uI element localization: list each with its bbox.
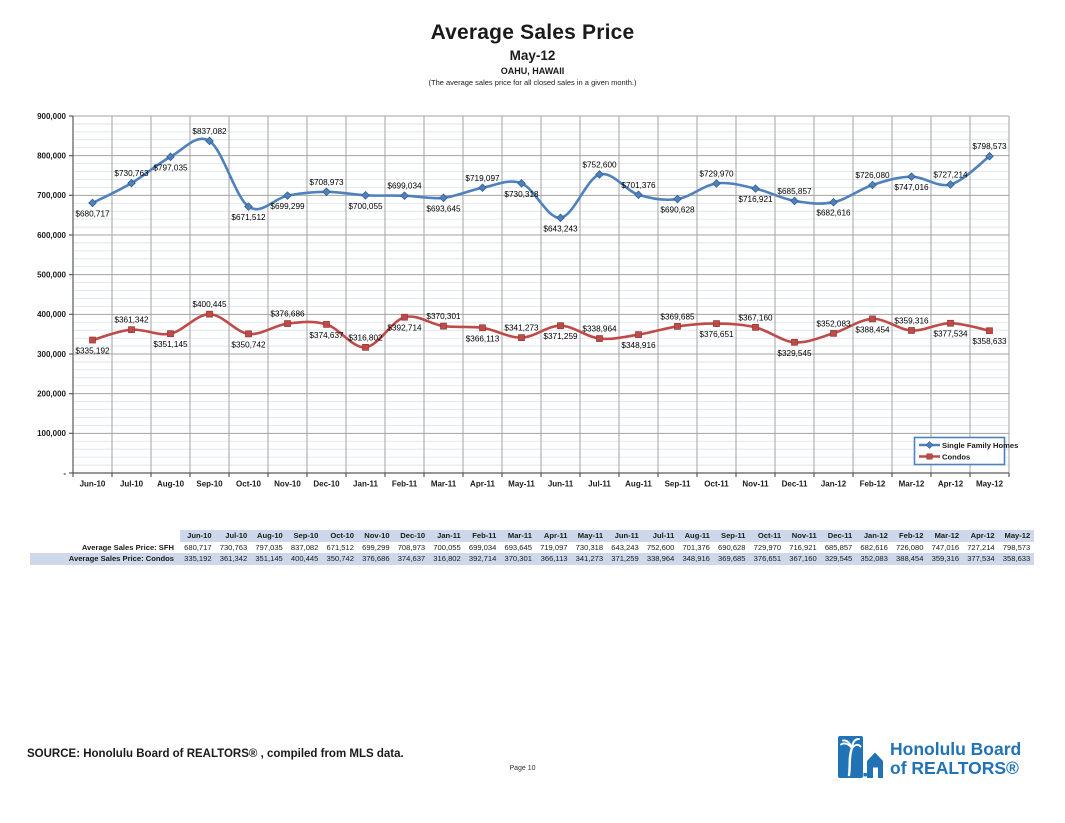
monthly-data-table bbox=[30, 530, 1034, 565]
x-tick-label: Nov-10 bbox=[274, 479, 301, 489]
condos-value-cell: 338,964 bbox=[643, 553, 679, 565]
legend-label: Condos bbox=[942, 452, 971, 462]
y-tick-label: 300,000 bbox=[37, 349, 66, 359]
month-header-cell: Aug-11 bbox=[678, 530, 714, 542]
condos-marker bbox=[441, 323, 447, 329]
sfh-data-label: $726,080 bbox=[855, 170, 890, 180]
x-tick-label: Nov-11 bbox=[742, 479, 769, 489]
legend bbox=[915, 438, 1019, 465]
condos-data-label: $377,534 bbox=[933, 329, 968, 339]
sfh-value-cell: 716,921 bbox=[785, 542, 821, 554]
condos-marker bbox=[285, 321, 291, 327]
condos-data-label: $350,742 bbox=[231, 340, 266, 350]
sfh-value-cell: 693,645 bbox=[500, 542, 536, 554]
y-tick-label: 900,000 bbox=[37, 111, 66, 121]
x-tick-label: Aug-10 bbox=[156, 479, 185, 489]
condos-data-label: $358,633 bbox=[972, 337, 1007, 347]
x-tick-label: Sep-11 bbox=[664, 479, 691, 489]
sfh-value-cell: 699,299 bbox=[358, 542, 394, 554]
condos-marker bbox=[324, 321, 330, 327]
condos-data-label: $400,445 bbox=[192, 300, 227, 310]
sfh-marker bbox=[713, 180, 721, 188]
month-header-cell: Jul-10 bbox=[216, 530, 252, 542]
price-line-chart bbox=[0, 95, 1065, 495]
condos-value-cell: 400,445 bbox=[287, 553, 323, 565]
monthly-data-table-wrap bbox=[30, 530, 1034, 565]
condos-data-label: $352,083 bbox=[816, 319, 851, 329]
x-tick-label: Jul-11 bbox=[588, 479, 611, 489]
month-header-cell: Sep-11 bbox=[714, 530, 750, 542]
month-header-cell: Dec-10 bbox=[394, 530, 430, 542]
month-header-cell: Jul-11 bbox=[643, 530, 679, 542]
x-tick-label: Apr-12 bbox=[937, 479, 964, 489]
sfh-marker bbox=[284, 192, 292, 200]
x-tick-label: Mar-11 bbox=[430, 479, 457, 489]
x-tick-label: Aug-11 bbox=[625, 479, 652, 489]
sfh-marker bbox=[362, 192, 370, 200]
sfh-data-label: $671,512 bbox=[231, 213, 266, 223]
condos-value-cell: 329,545 bbox=[821, 553, 857, 565]
condos-marker bbox=[831, 330, 837, 336]
x-tick-label: Mar-12 bbox=[898, 479, 925, 489]
sfh-value-cell: 680,717 bbox=[180, 542, 216, 554]
x-tick-label: Dec-11 bbox=[781, 479, 808, 489]
sfh-data-label: $752,600 bbox=[582, 160, 617, 170]
sfh-data-label: $730,318 bbox=[504, 189, 539, 199]
condos-value-cell: 350,742 bbox=[322, 553, 358, 565]
condos-marker bbox=[909, 327, 915, 333]
house-icon bbox=[864, 753, 884, 779]
sfh-marker bbox=[557, 214, 565, 222]
sfh-data-label: $680,717 bbox=[75, 209, 110, 219]
x-tick-label: Apr-11 bbox=[470, 479, 495, 489]
sfh-data-label: $730,763 bbox=[114, 169, 149, 179]
x-tick-label: Jul-10 bbox=[119, 479, 144, 489]
condos-data-label: $329,545 bbox=[777, 348, 812, 358]
month-header-cell: Oct-11 bbox=[750, 530, 786, 542]
honolulu-board-logo bbox=[836, 731, 1021, 783]
sfh-value-cell: 685,857 bbox=[821, 542, 857, 554]
sfh-data-label: $797,035 bbox=[153, 163, 188, 173]
sfh-data-label: $747,016 bbox=[894, 183, 929, 193]
condos-marker bbox=[129, 327, 135, 333]
condos-marker bbox=[987, 328, 993, 334]
condos-marker bbox=[636, 332, 642, 338]
sfh-data-label: $729,970 bbox=[699, 169, 734, 179]
source-note: SOURCE: Honolulu Board of REALTORS® , compiled from MLS data. bbox=[27, 748, 404, 760]
sfh-value-cell: 643,243 bbox=[607, 542, 643, 554]
condos-data-label: $376,686 bbox=[270, 309, 305, 319]
sfh-data-label: $708,973 bbox=[309, 177, 344, 187]
month-header-cell: Jan-11 bbox=[429, 530, 465, 542]
month-header-cell: Jan-12 bbox=[856, 530, 892, 542]
chart-description: (The average sales price for all closed sales in a given month.) bbox=[428, 78, 637, 87]
sfh-value-cell: 747,016 bbox=[927, 542, 963, 554]
sfh-data-label: $837,082 bbox=[192, 126, 227, 136]
condos-value-cell: 376,651 bbox=[750, 553, 786, 565]
chart-location: OAHU, HAWAII bbox=[500, 66, 565, 76]
sfh-value-cell: 727,214 bbox=[963, 542, 999, 554]
month-header-cell: Nov-10 bbox=[358, 530, 394, 542]
sfh-data-label: $685,857 bbox=[777, 186, 812, 196]
condos-marker bbox=[168, 331, 174, 337]
condos-data-label: $388,454 bbox=[855, 325, 890, 335]
condos-marker bbox=[402, 314, 408, 320]
sfh-data-label: $716,921 bbox=[738, 195, 773, 205]
condos-marker bbox=[90, 337, 96, 343]
report-header bbox=[0, 21, 1065, 87]
sfh-data-label: $719,097 bbox=[465, 173, 500, 183]
chart-subtitle: May-12 bbox=[509, 48, 556, 63]
condos-marker bbox=[480, 325, 486, 331]
condos-value-cell: 341,273 bbox=[572, 553, 608, 565]
condos-value-cell: 388,454 bbox=[892, 553, 928, 565]
condos-value-cell: 367,160 bbox=[785, 553, 821, 565]
row-label-cell: Average Sales Price: SFH bbox=[30, 542, 180, 554]
condos-value-cell: 361,342 bbox=[216, 553, 252, 565]
x-tick-label: May-12 bbox=[975, 479, 1004, 489]
sfh-data-label: $693,645 bbox=[426, 204, 461, 214]
sfh-value-cell: 682,616 bbox=[856, 542, 892, 554]
condos-value-cell: 359,316 bbox=[927, 553, 963, 565]
x-tick-label: Dec-10 bbox=[313, 479, 340, 489]
sfh-value-cell: 798,573 bbox=[999, 542, 1035, 554]
condos-data-label: $348,916 bbox=[621, 341, 656, 351]
condos-marker bbox=[246, 331, 252, 337]
sfh-marker bbox=[479, 184, 487, 192]
sfh-value-cell: 730,318 bbox=[572, 542, 608, 554]
table-header-row bbox=[30, 530, 1034, 542]
condos-data-label: $367,160 bbox=[738, 313, 773, 323]
sfh-data-label: $701,376 bbox=[621, 180, 656, 190]
y-tick-label: 400,000 bbox=[37, 310, 66, 320]
condos-data-label: $361,342 bbox=[114, 315, 149, 325]
x-tick-label: Oct-10 bbox=[236, 479, 261, 489]
condos-data-label: $376,651 bbox=[699, 330, 734, 340]
condos-data-label: $341,273 bbox=[504, 323, 539, 333]
legend-label: Single Family Homes bbox=[942, 440, 1019, 450]
sfh-marker bbox=[323, 188, 331, 196]
sfh-value-cell: 708,973 bbox=[394, 542, 430, 554]
condos-marker bbox=[870, 316, 876, 322]
sfh-marker bbox=[401, 192, 409, 200]
sfh-value-cell: 837,082 bbox=[287, 542, 323, 554]
condos-value-cell: 376,686 bbox=[358, 553, 394, 565]
sfh-marker bbox=[830, 198, 838, 206]
month-header-cell: Feb-11 bbox=[465, 530, 501, 542]
sfh-value-cell: 726,080 bbox=[892, 542, 928, 554]
sfh-value-cell: 730,763 bbox=[216, 542, 252, 554]
condos-data-label: $335,192 bbox=[75, 346, 110, 356]
condos-marker bbox=[597, 336, 603, 342]
table-corner-cell bbox=[30, 530, 180, 542]
sfh-marker bbox=[674, 195, 682, 203]
condos-data-label: $359,316 bbox=[894, 316, 929, 326]
condos-value-cell: 316,802 bbox=[429, 553, 465, 565]
sfh-data-label: $699,034 bbox=[387, 181, 422, 191]
sfh-data-label: $699,299 bbox=[270, 202, 305, 212]
condos-data-label: $392,714 bbox=[387, 323, 422, 333]
condos-marker bbox=[948, 320, 954, 326]
condos-data-label: $374,637 bbox=[309, 330, 344, 340]
y-tick-label: 600,000 bbox=[37, 230, 66, 240]
condos-data-label: $316,802 bbox=[348, 333, 383, 343]
condos-marker bbox=[558, 323, 564, 329]
condos-value-cell: 370,301 bbox=[500, 553, 536, 565]
sfh-value-cell: 719,097 bbox=[536, 542, 572, 554]
y-tick-label: - bbox=[63, 468, 66, 478]
logo-text-line2: of REALTORS® bbox=[890, 758, 1019, 778]
condos-data-label: $351,145 bbox=[153, 340, 188, 350]
condos-marker bbox=[675, 323, 681, 329]
sfh-value-cell: 700,055 bbox=[429, 542, 465, 554]
month-header-cell: Apr-11 bbox=[536, 530, 572, 542]
month-header-cell: Feb-12 bbox=[892, 530, 928, 542]
sfh-data-label: $700,055 bbox=[348, 201, 383, 211]
condos-data-label: $371,259 bbox=[543, 332, 578, 342]
month-header-cell: Mar-11 bbox=[500, 530, 536, 542]
sfh-marker bbox=[635, 191, 643, 199]
y-tick-label: 100,000 bbox=[37, 429, 66, 439]
condos-value-cell: 369,685 bbox=[714, 553, 750, 565]
month-header-cell: May-11 bbox=[572, 530, 608, 542]
condos-value-cell: 374,637 bbox=[394, 553, 430, 565]
x-tick-label: May-11 bbox=[508, 479, 535, 489]
condos-marker bbox=[714, 321, 720, 327]
y-axis-labels bbox=[37, 112, 66, 478]
month-header-cell: Apr-12 bbox=[963, 530, 999, 542]
x-tick-label: Feb-12 bbox=[859, 479, 886, 489]
month-header-cell: Mar-12 bbox=[927, 530, 963, 542]
condos-marker bbox=[363, 344, 369, 350]
sfh-value-cell: 729,970 bbox=[750, 542, 786, 554]
month-header-cell: Aug-10 bbox=[251, 530, 287, 542]
x-tick-label: Jan-12 bbox=[820, 479, 847, 489]
y-tick-label: 800,000 bbox=[37, 151, 66, 161]
condos-marker bbox=[207, 311, 213, 317]
sfh-table-row bbox=[30, 542, 1034, 554]
condos-marker bbox=[792, 339, 798, 345]
month-header-cell: Jun-11 bbox=[607, 530, 643, 542]
condos-marker bbox=[753, 324, 759, 330]
condos-value-cell: 348,916 bbox=[678, 553, 714, 565]
sfh-value-cell: 699,034 bbox=[465, 542, 501, 554]
x-tick-label: Oct-11 bbox=[704, 479, 729, 489]
x-tick-label: Jan-11 bbox=[353, 479, 378, 489]
condos-value-cell: 366,113 bbox=[536, 553, 572, 565]
sfh-value-cell: 701,376 bbox=[678, 542, 714, 554]
condos-value-cell: 392,714 bbox=[465, 553, 501, 565]
condos-table-row bbox=[30, 553, 1034, 565]
condos-value-cell: 335,192 bbox=[180, 553, 216, 565]
x-tick-label: Jun-11 bbox=[547, 479, 574, 489]
chart-title: Average Sales Price bbox=[430, 21, 635, 44]
x-tick-label: Sep-10 bbox=[196, 479, 223, 489]
month-header-cell: Jun-10 bbox=[180, 530, 216, 542]
x-tick-label: Jun-10 bbox=[79, 479, 106, 489]
month-header-cell: Dec-11 bbox=[821, 530, 857, 542]
sfh-data-label: $643,243 bbox=[543, 224, 578, 234]
sfh-data-label: $682,616 bbox=[816, 208, 851, 218]
condos-value-cell: 358,633 bbox=[999, 553, 1035, 565]
page-number: Page 10 bbox=[509, 765, 536, 772]
y-tick-label: 700,000 bbox=[37, 191, 66, 201]
vertical-gridlines bbox=[112, 116, 1009, 473]
condos-value-cell: 352,083 bbox=[856, 553, 892, 565]
y-tick-label: 200,000 bbox=[37, 389, 66, 399]
sfh-value-cell: 752,600 bbox=[643, 542, 679, 554]
logo-mark bbox=[838, 736, 883, 778]
x-tick-label: Feb-11 bbox=[391, 479, 418, 489]
row-label-cell: Average Sales Price: Condos bbox=[30, 553, 180, 565]
sfh-marker bbox=[752, 185, 760, 193]
sfh-data-label: $690,628 bbox=[660, 205, 695, 215]
logo-text-line1: Honolulu Board bbox=[890, 739, 1021, 759]
sfh-value-cell: 797,035 bbox=[251, 542, 287, 554]
month-header-cell: Sep-10 bbox=[287, 530, 323, 542]
y-tick-label: 500,000 bbox=[37, 270, 66, 280]
condos-value-cell: 371,259 bbox=[607, 553, 643, 565]
condos-data-label: $338,964 bbox=[582, 324, 617, 334]
condos-data-label: $370,301 bbox=[426, 312, 461, 322]
sfh-data-label: $727,214 bbox=[933, 170, 968, 180]
condos-data-label: $369,685 bbox=[660, 312, 695, 322]
x-axis-labels bbox=[80, 480, 1004, 489]
condos-data-label: $366,113 bbox=[465, 334, 500, 344]
sfh-data-label: $798,573 bbox=[972, 142, 1007, 152]
month-header-cell: Oct-10 bbox=[322, 530, 358, 542]
sfh-value-cell: 671,512 bbox=[322, 542, 358, 554]
month-header-cell: Nov-11 bbox=[785, 530, 821, 542]
condos-value-cell: 351,145 bbox=[251, 553, 287, 565]
month-header-cell: May-12 bbox=[999, 530, 1035, 542]
condos-value-cell: 377,534 bbox=[963, 553, 999, 565]
condos-marker bbox=[519, 335, 525, 341]
sfh-value-cell: 690,628 bbox=[714, 542, 750, 554]
